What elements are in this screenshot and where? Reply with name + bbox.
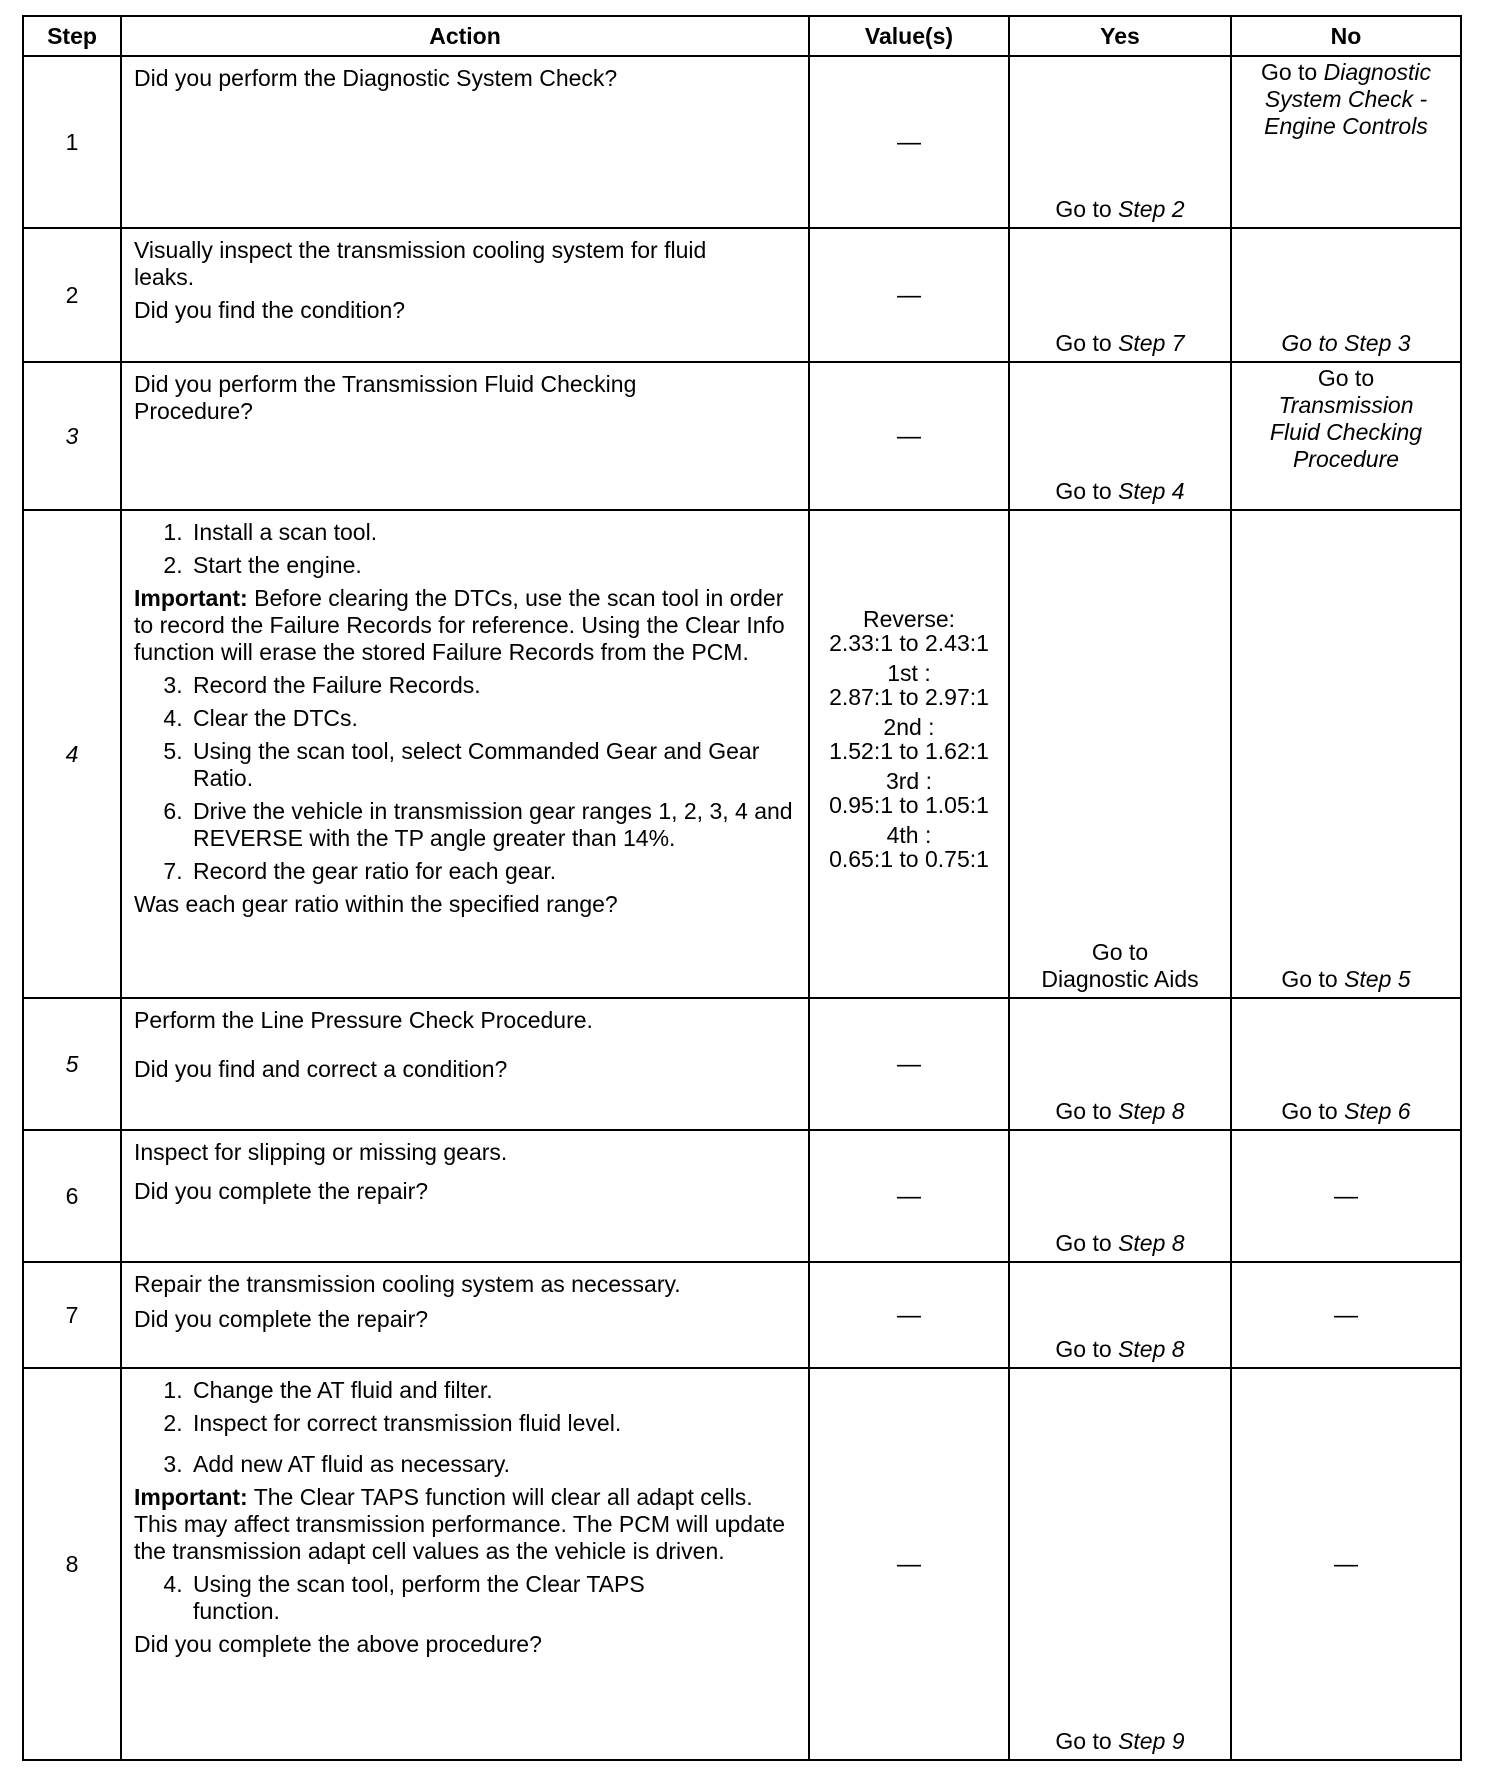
yes-cell bbox=[1009, 1368, 1231, 1760]
procedure-item: 5. Using the scan tool, select Commanded Gear and Gear Ratio. bbox=[189, 738, 798, 792]
go-to-label: Go to bbox=[1281, 966, 1338, 992]
value-cell bbox=[809, 998, 1009, 1130]
value-cell bbox=[809, 1368, 1009, 1760]
action-cell bbox=[121, 998, 809, 1130]
yes-cell bbox=[1009, 1130, 1231, 1262]
important-label: Important: bbox=[134, 1484, 248, 1510]
table-row-step-4 bbox=[23, 510, 1461, 998]
table-row-step-1 bbox=[23, 56, 1461, 228]
procedure-item: 3. Record the Failure Records. bbox=[189, 672, 798, 699]
table-row-step-6 bbox=[23, 1130, 1461, 1262]
value-dash: — bbox=[897, 422, 921, 450]
no-target: Step 3 bbox=[1344, 330, 1411, 356]
yes-cell bbox=[1009, 228, 1231, 362]
gear-label: 1st : bbox=[887, 660, 931, 686]
procedure-item: 4. Clear the DTCs. bbox=[189, 705, 798, 732]
no-target: Diagnostic System Check - Engine Controls bbox=[1264, 59, 1432, 139]
no-cell bbox=[1231, 362, 1461, 510]
no-dash: — bbox=[1334, 1301, 1358, 1329]
value-cell bbox=[809, 510, 1009, 998]
procedure-item: 2. Start the engine. bbox=[189, 552, 798, 579]
step-number: 5 bbox=[23, 998, 121, 1130]
gear-range: 2.87:1 to 2.97:1 bbox=[829, 684, 989, 710]
gear-range: 0.65:1 to 0.75:1 bbox=[829, 846, 989, 872]
no-dash: — bbox=[1334, 1550, 1358, 1578]
table-row-step-2 bbox=[23, 228, 1461, 362]
header-row bbox=[23, 16, 1461, 56]
yes-target: Step 8 bbox=[1118, 1336, 1185, 1362]
value-dash: — bbox=[897, 128, 921, 156]
action-question: Did you complete the above procedure? bbox=[134, 1631, 542, 1657]
yes-target: Step 8 bbox=[1118, 1230, 1185, 1256]
go-to-label: Go to bbox=[1055, 1728, 1112, 1754]
no-answer bbox=[1232, 966, 1460, 993]
gear-ratio bbox=[810, 661, 1008, 709]
yes-answer bbox=[1010, 1336, 1230, 1363]
go-to-label: Go to bbox=[1281, 330, 1338, 356]
yes-target: Step 4 bbox=[1118, 478, 1185, 504]
action-text: Visually inspect the transmission cooling system for fluid leaks. bbox=[134, 237, 707, 290]
procedure-item: 2. Inspect for correct transmission fluid level. bbox=[189, 1410, 798, 1437]
action-text: Did you perform the Transmission Fluid Checking Procedure? bbox=[134, 371, 637, 424]
header-values: Value(s) bbox=[809, 16, 1009, 56]
procedure-item: 6. Drive the vehicle in transmission gear ranges 1, 2, 3, 4 and REVERSE with the TP angle greater than 14%. bbox=[189, 798, 798, 852]
step-number: 4 bbox=[23, 510, 121, 998]
procedure-list bbox=[134, 1377, 798, 1478]
yes-target: Step 2 bbox=[1118, 196, 1185, 222]
value-cell bbox=[809, 1262, 1009, 1368]
important-note bbox=[134, 1484, 798, 1565]
yes-cell bbox=[1009, 362, 1231, 510]
no-cell bbox=[1231, 1368, 1461, 1760]
no-target: Transmission Fluid Checking Procedure bbox=[1269, 392, 1423, 472]
yes-answer bbox=[1010, 1728, 1230, 1755]
no-cell bbox=[1231, 56, 1461, 228]
no-cell bbox=[1231, 1130, 1461, 1262]
no-cell bbox=[1231, 998, 1461, 1130]
gear-label: Reverse: bbox=[862, 606, 956, 632]
procedure-list bbox=[134, 1571, 798, 1625]
gear-label: 4th : bbox=[886, 822, 932, 848]
step-number: 1 bbox=[23, 56, 121, 228]
action-text: Repair the transmission cooling system as necessary. bbox=[134, 1271, 681, 1297]
no-cell bbox=[1231, 510, 1461, 998]
action-text: Inspect for slipping or missing gears. bbox=[134, 1139, 508, 1165]
go-to-label: Go to bbox=[1055, 330, 1112, 356]
yes-answer bbox=[1010, 1098, 1230, 1125]
yes-cell bbox=[1009, 1262, 1231, 1368]
action-question: Did you complete the repair? bbox=[134, 1178, 429, 1204]
value-dash: — bbox=[897, 281, 921, 309]
table-row-step-8 bbox=[23, 1368, 1461, 1760]
no-target: Step 5 bbox=[1344, 966, 1411, 992]
go-to-label: Go to bbox=[1260, 59, 1318, 85]
procedure-item: 3. Add new AT fluid as necessary. bbox=[189, 1451, 798, 1478]
gear-range: 1.52:1 to 1.62:1 bbox=[829, 738, 989, 764]
gear-ratio bbox=[810, 769, 1008, 817]
action-cell bbox=[121, 1262, 809, 1368]
action-text: Perform the Line Pressure Check Procedure. bbox=[134, 1007, 593, 1033]
important-text: The Clear TAPS function will clear all adapt cells. This may affect transmission performance. The PCM will update the transmission adapt cell values as the vehicle is driven. bbox=[134, 1484, 786, 1564]
gear-range: 0.95:1 to 1.05:1 bbox=[829, 792, 989, 818]
action-cell bbox=[121, 362, 809, 510]
procedure-item: 7. Record the gear ratio for each gear. bbox=[189, 858, 798, 885]
header-yes: Yes bbox=[1009, 16, 1231, 56]
gear-ratio bbox=[810, 715, 1008, 763]
step-number: 7 bbox=[23, 1262, 121, 1368]
action-cell bbox=[121, 228, 809, 362]
gear-label: 2nd : bbox=[883, 714, 935, 740]
procedure-list bbox=[134, 672, 798, 885]
value-dash: — bbox=[897, 1050, 921, 1078]
go-to-label: Go to bbox=[1317, 365, 1375, 391]
go-to-label: Go to bbox=[1055, 196, 1112, 222]
procedure-item: 1. Install a scan tool. bbox=[189, 519, 798, 546]
important-text: Before clearing the DTCs, use the scan tool in order to record the Failure Records for reference. Using the Clear Info function will erase the stored Failure Records from the PCM. bbox=[134, 585, 785, 665]
action-question: Was each gear ratio within the specified range? bbox=[134, 891, 618, 917]
step-number: 3 bbox=[23, 362, 121, 510]
yes-answer bbox=[1010, 478, 1230, 505]
action-cell bbox=[121, 510, 809, 998]
go-to-label: Go to bbox=[1055, 478, 1112, 504]
no-cell bbox=[1231, 228, 1461, 362]
no-answer bbox=[1232, 330, 1460, 357]
step-number: 2 bbox=[23, 228, 121, 362]
gear-label: 3rd : bbox=[885, 768, 933, 794]
no-answer bbox=[1232, 57, 1460, 140]
yes-target: Step 9 bbox=[1118, 1728, 1185, 1754]
procedure-item: 4. Using the scan tool, perform the Clear TAPS function. bbox=[189, 1571, 733, 1625]
value-dash: — bbox=[897, 1550, 921, 1578]
value-dash: — bbox=[897, 1182, 921, 1210]
yes-answer bbox=[1010, 196, 1230, 223]
procedure-item: 1. Change the AT fluid and filter. bbox=[189, 1377, 798, 1404]
gear-range: 2.33:1 to 2.43:1 bbox=[829, 630, 989, 656]
action-cell bbox=[121, 1130, 809, 1262]
no-dash: — bbox=[1334, 1182, 1358, 1210]
go-to-label: Go to bbox=[1055, 1230, 1112, 1256]
yes-target: Step 8 bbox=[1118, 1098, 1185, 1124]
value-cell bbox=[809, 228, 1009, 362]
yes-cell bbox=[1009, 510, 1231, 998]
table-row-step-5 bbox=[23, 998, 1461, 1130]
go-to-label: Go to bbox=[1091, 939, 1149, 965]
action-cell bbox=[121, 56, 809, 228]
yes-target: Step 7 bbox=[1118, 330, 1185, 356]
no-answer bbox=[1232, 1098, 1460, 1125]
yes-cell bbox=[1009, 56, 1231, 228]
value-dash: — bbox=[897, 1301, 921, 1329]
header-action: Action bbox=[121, 16, 809, 56]
yes-answer bbox=[1010, 1230, 1230, 1257]
no-answer bbox=[1232, 363, 1460, 473]
table-row-step-7 bbox=[23, 1262, 1461, 1368]
yes-cell bbox=[1009, 998, 1231, 1130]
step-number: 6 bbox=[23, 1130, 121, 1262]
no-target: Step 6 bbox=[1344, 1098, 1411, 1124]
step-number: 8 bbox=[23, 1368, 121, 1760]
action-text: Did you perform the Diagnostic System Check? bbox=[134, 65, 618, 91]
diagnostic-table bbox=[22, 15, 1462, 1761]
go-to-label: Go to bbox=[1055, 1336, 1112, 1362]
action-question: Did you complete the repair? bbox=[134, 1306, 429, 1332]
action-question: Did you find and correct a condition? bbox=[134, 1056, 508, 1082]
important-note bbox=[134, 585, 798, 666]
yes-target: Diagnostic Aids bbox=[1041, 966, 1199, 992]
value-cell bbox=[809, 1130, 1009, 1262]
action-cell bbox=[121, 1368, 809, 1760]
header-no: No bbox=[1231, 16, 1461, 56]
action-question: Did you find the condition? bbox=[134, 297, 406, 323]
go-to-label: Go to bbox=[1055, 1098, 1112, 1124]
value-cell bbox=[809, 362, 1009, 510]
value-cell bbox=[809, 56, 1009, 228]
table-row-step-3 bbox=[23, 362, 1461, 510]
yes-answer bbox=[1010, 330, 1230, 357]
no-cell bbox=[1231, 1262, 1461, 1368]
header-step: Step bbox=[23, 16, 121, 56]
gear-ratio bbox=[810, 823, 1008, 871]
important-label: Important: bbox=[134, 585, 248, 611]
yes-answer bbox=[1010, 939, 1230, 993]
gear-ratio bbox=[810, 607, 1008, 655]
go-to-label: Go to bbox=[1281, 1098, 1338, 1124]
procedure-list bbox=[134, 519, 798, 579]
